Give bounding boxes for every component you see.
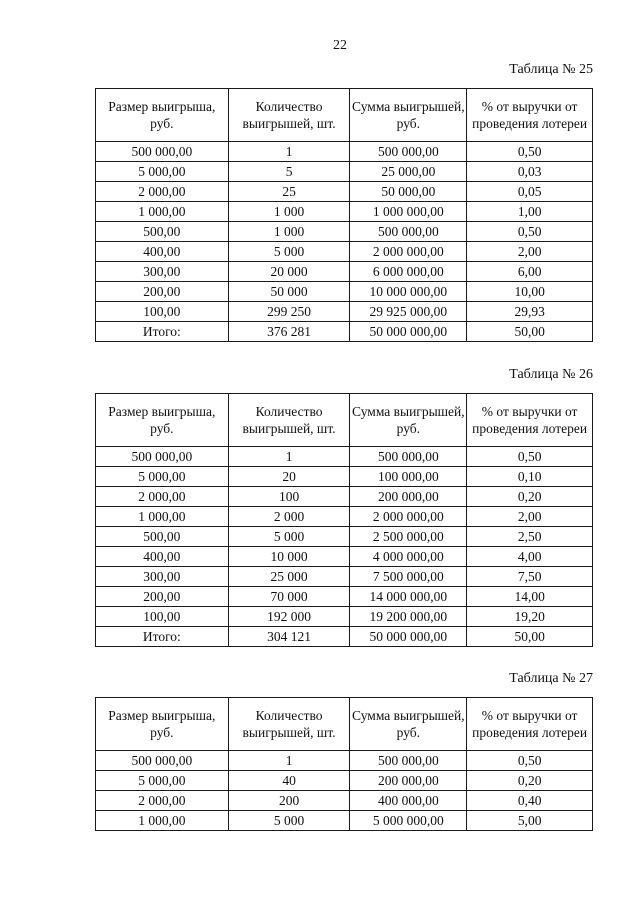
table-caption-25: Таблица № 25 [509, 62, 593, 77]
cell-prize: 300,00 [96, 567, 229, 587]
cell-percent: 10,00 [467, 282, 593, 302]
table-row [96, 162, 593, 182]
table-row [96, 182, 593, 202]
cell-count: 25 [228, 182, 350, 202]
cell-prize: 100,00 [96, 607, 229, 627]
table-row [96, 567, 593, 587]
cell-sum: 400 000,00 [350, 791, 467, 811]
cell-sum: 2 000 000,00 [350, 507, 467, 527]
table-body [96, 142, 593, 342]
header-percent: % от выручки от проведения лотереи [467, 89, 593, 142]
cell-count: 376 281 [228, 322, 350, 342]
cell-prize: 500 000,00 [96, 142, 229, 162]
cell-percent: 0,20 [467, 771, 593, 791]
cell-sum: 4 000 000,00 [350, 547, 467, 567]
cell-count: 20 [228, 467, 350, 487]
cell-sum: 500 000,00 [350, 142, 467, 162]
cell-sum: 500 000,00 [350, 447, 467, 467]
cell-prize: Итого: [96, 627, 229, 647]
cell-prize: 400,00 [96, 547, 229, 567]
cell-sum: 500 000,00 [350, 222, 467, 242]
header-sum: Сумма выигрышей, руб. [350, 698, 467, 751]
cell-count: 299 250 [228, 302, 350, 322]
cell-percent: 1,00 [467, 202, 593, 222]
cell-prize: 2 000,00 [96, 182, 229, 202]
table-header-row [96, 394, 593, 447]
cell-sum: 25 000,00 [350, 162, 467, 182]
cell-percent: 50,00 [467, 627, 593, 647]
cell-count: 5 [228, 162, 350, 182]
table-row [96, 487, 593, 507]
table-row [96, 202, 593, 222]
cell-prize: 5 000,00 [96, 771, 229, 791]
cell-sum: 2 000 000,00 [350, 242, 467, 262]
cell-sum: 7 500 000,00 [350, 567, 467, 587]
cell-prize: 300,00 [96, 262, 229, 282]
table-row [96, 447, 593, 467]
header-sum: Сумма выигрышей, руб. [350, 394, 467, 447]
cell-count: 1 [228, 142, 350, 162]
table-header-row [96, 89, 593, 142]
table-row [96, 222, 593, 242]
header-count: Количество выигрышей, шт. [228, 89, 350, 142]
cell-count: 1 000 [228, 202, 350, 222]
cell-prize: 2 000,00 [96, 791, 229, 811]
cell-count: 40 [228, 771, 350, 791]
table-row [96, 771, 593, 791]
header-count: Количество выигрышей, шт. [228, 698, 350, 751]
table-body [96, 751, 593, 831]
cell-prize: 500,00 [96, 527, 229, 547]
cell-count: 5 000 [228, 527, 350, 547]
cell-sum: 500 000,00 [350, 751, 467, 771]
cell-percent: 2,00 [467, 507, 593, 527]
table-row [96, 587, 593, 607]
cell-percent: 14,00 [467, 587, 593, 607]
cell-prize: 1 000,00 [96, 202, 229, 222]
cell-count: 70 000 [228, 587, 350, 607]
cell-percent: 7,50 [467, 567, 593, 587]
cell-percent: 0,20 [467, 487, 593, 507]
cell-prize: 1 000,00 [96, 811, 229, 831]
table-row [96, 242, 593, 262]
prize-table-25 [95, 88, 593, 342]
cell-count: 2 000 [228, 507, 350, 527]
cell-percent: 0,03 [467, 162, 593, 182]
cell-sum: 200 000,00 [350, 487, 467, 507]
cell-percent: 2,00 [467, 242, 593, 262]
cell-percent: 5,00 [467, 811, 593, 831]
cell-prize: Итого: [96, 322, 229, 342]
table-body [96, 447, 593, 647]
cell-percent: 4,00 [467, 547, 593, 567]
cell-percent: 29,93 [467, 302, 593, 322]
cell-count: 1 000 [228, 222, 350, 242]
table-row [96, 751, 593, 771]
cell-percent: 50,00 [467, 322, 593, 342]
cell-prize: 5 000,00 [96, 162, 229, 182]
table-header-row [96, 698, 593, 751]
cell-percent: 0,50 [467, 142, 593, 162]
table-row [96, 607, 593, 627]
cell-sum: 200 000,00 [350, 771, 467, 791]
cell-sum: 2 500 000,00 [350, 527, 467, 547]
table-row [96, 547, 593, 567]
cell-sum: 50 000 000,00 [350, 627, 467, 647]
cell-count: 20 000 [228, 262, 350, 282]
header-prize: Размер выигрыша, руб. [96, 394, 229, 447]
cell-percent: 0,05 [467, 182, 593, 202]
cell-count: 1 [228, 447, 350, 467]
table-row [96, 507, 593, 527]
header-sum: Сумма выигрышей, руб. [350, 89, 467, 142]
cell-count: 5 000 [228, 811, 350, 831]
cell-sum: 14 000 000,00 [350, 587, 467, 607]
table-row [96, 322, 593, 342]
cell-count: 304 121 [228, 627, 350, 647]
cell-count: 1 [228, 751, 350, 771]
cell-count: 5 000 [228, 242, 350, 262]
cell-percent: 0,10 [467, 467, 593, 487]
cell-sum: 5 000 000,00 [350, 811, 467, 831]
cell-prize: 2 000,00 [96, 487, 229, 507]
cell-sum: 50 000,00 [350, 182, 467, 202]
cell-count: 100 [228, 487, 350, 507]
header-count: Количество выигрышей, шт. [228, 394, 350, 447]
cell-count: 192 000 [228, 607, 350, 627]
cell-count: 50 000 [228, 282, 350, 302]
prize-table-27 [95, 697, 593, 831]
cell-count: 25 000 [228, 567, 350, 587]
table-row [96, 811, 593, 831]
table-row [96, 527, 593, 547]
table-row [96, 282, 593, 302]
header-prize: Размер выигрыша, руб. [96, 89, 229, 142]
cell-prize: 200,00 [96, 587, 229, 607]
table-row [96, 467, 593, 487]
cell-percent: 0,50 [467, 222, 593, 242]
cell-sum: 6 000 000,00 [350, 262, 467, 282]
cell-sum: 1 000 000,00 [350, 202, 467, 222]
table-row [96, 262, 593, 282]
cell-prize: 400,00 [96, 242, 229, 262]
cell-sum: 10 000 000,00 [350, 282, 467, 302]
cell-count: 200 [228, 791, 350, 811]
cell-prize: 1 000,00 [96, 507, 229, 527]
table-row [96, 627, 593, 647]
cell-sum: 29 925 000,00 [350, 302, 467, 322]
cell-percent: 6,00 [467, 262, 593, 282]
header-percent: % от выручки от проведения лотереи [467, 394, 593, 447]
cell-prize: 200,00 [96, 282, 229, 302]
cell-prize: 500 000,00 [96, 751, 229, 771]
cell-count: 10 000 [228, 547, 350, 567]
table-caption-26: Таблица № 26 [509, 367, 593, 382]
cell-prize: 500 000,00 [96, 447, 229, 467]
table-row [96, 791, 593, 811]
header-percent: % от выручки от проведения лотереи [467, 698, 593, 751]
cell-prize: 100,00 [96, 302, 229, 322]
table-row [96, 142, 593, 162]
cell-percent: 0,50 [467, 751, 593, 771]
cell-prize: 5 000,00 [96, 467, 229, 487]
table-caption-27: Таблица № 27 [509, 671, 593, 686]
cell-percent: 0,50 [467, 447, 593, 467]
cell-percent: 19,20 [467, 607, 593, 627]
header-prize: Размер выигрыша, руб. [96, 698, 229, 751]
page-number: 22 [333, 38, 347, 53]
cell-prize: 500,00 [96, 222, 229, 242]
cell-sum: 50 000 000,00 [350, 322, 467, 342]
cell-percent: 2,50 [467, 527, 593, 547]
cell-sum: 19 200 000,00 [350, 607, 467, 627]
cell-percent: 0,40 [467, 791, 593, 811]
cell-sum: 100 000,00 [350, 467, 467, 487]
table-row [96, 302, 593, 322]
prize-table-26 [95, 393, 593, 647]
